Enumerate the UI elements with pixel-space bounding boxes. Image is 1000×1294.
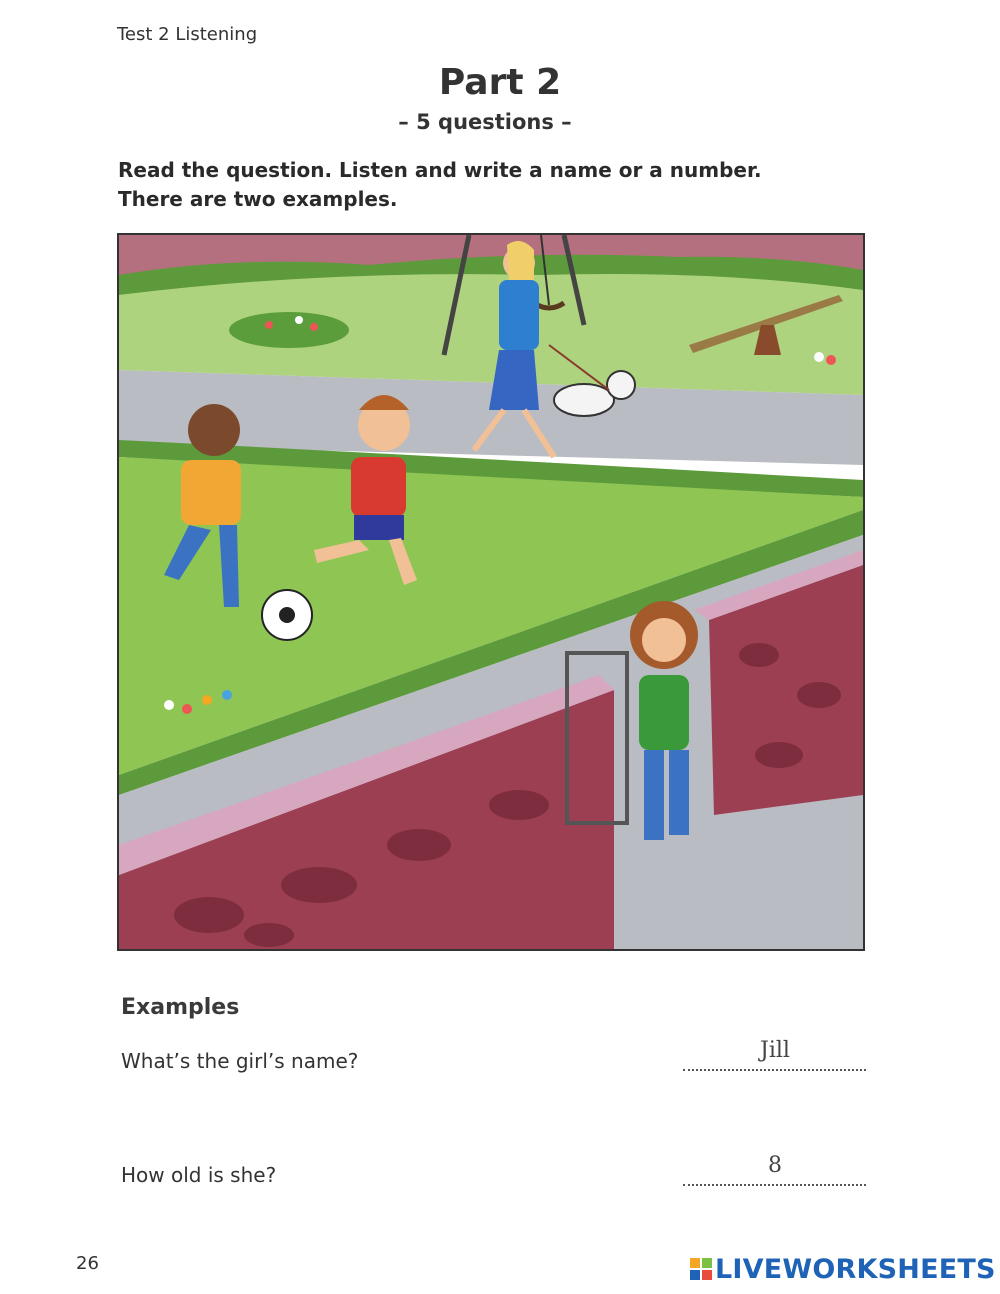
park-illustration	[117, 233, 865, 951]
answer-line-2	[683, 1184, 866, 1186]
example-question-1: What’s the girl’s name?	[121, 1049, 359, 1073]
instruction-line-1: Read the question. Listen and write a name or a number.	[118, 158, 762, 182]
section-label: Test 2 Listening	[117, 24, 258, 45]
page-subtitle: – 5 questions –	[398, 110, 572, 134]
examples-heading: Examples	[121, 995, 240, 1020]
answer-line-1	[683, 1069, 866, 1071]
example-question-2: How old is she?	[121, 1163, 277, 1187]
brand-name: LIVEWORKSHEETS	[715, 1253, 996, 1285]
liveworksheets-logo-icon	[690, 1258, 712, 1280]
park-scene-drawing	[119, 235, 863, 949]
example-answer-2: 8	[768, 1153, 782, 1178]
instruction-line-2: There are two examples.	[118, 187, 398, 211]
page-number: 26	[76, 1253, 99, 1274]
page-title: Part 2	[438, 62, 562, 103]
example-answer-1: Jill	[760, 1038, 790, 1063]
liveworksheets-logo[interactable]	[690, 1252, 996, 1286]
